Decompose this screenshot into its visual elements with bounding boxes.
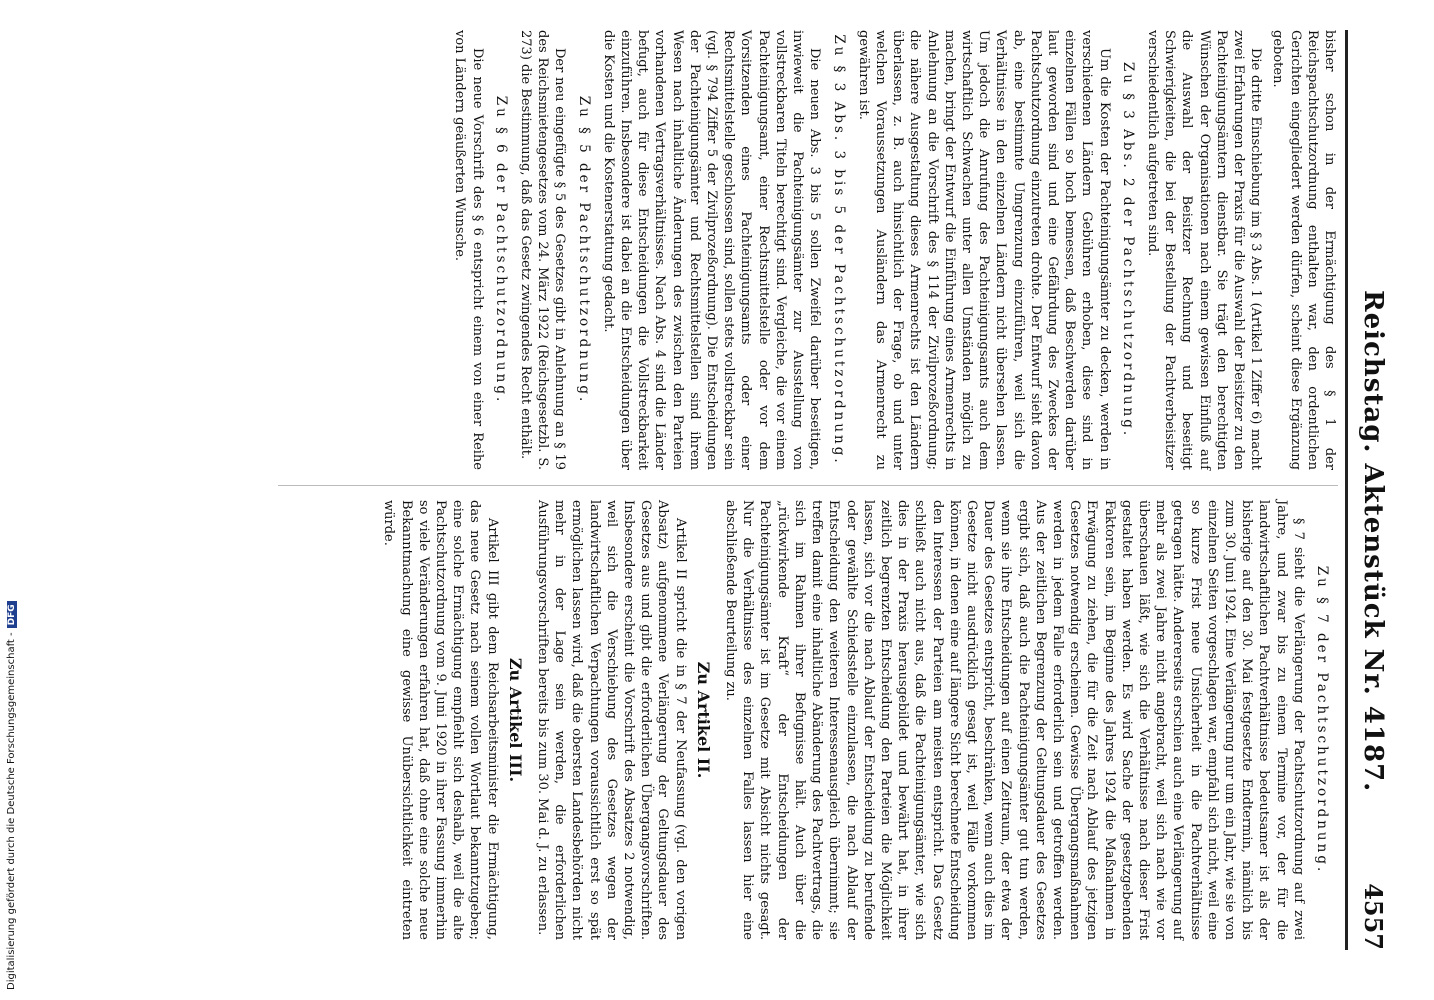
section-heading: Zu § 5 der Pachtschutzordnung. — [575, 95, 592, 405]
section-heading: Zu § 3 Abs. 2 der Pachtschutzordnung. — [1119, 61, 1136, 439]
left-column — [446, 30, 1338, 470]
paragraph: Die dritte Einschiebung im § 3 Abs. 1 (Artikel 1 Ziffer 6) macht zwei Erfahrungen der Praxis für die Auswahl der Beisitzer zu den Pachteinigungsämtern dienstbar. Sie trägt den berechtigten Wünschen der Organisationen nach einem gewissen Einfluß auf die Auswahl der Beisitzer Rechnung und beseitigt Schwierigkeiten, die bei der Bestellung der Pachtverbeisitzer verschiedentlich aufgetreten sind. — [1144, 30, 1264, 470]
running-title: Reichstag. Aktenstück Nr. 4187. — [1358, 290, 1388, 793]
paragraph: Die neue Vorschrift des § 6 entspricht einem von einer Reihe von Ländern geäußerten Wunsche. — [452, 30, 485, 470]
rotated-document — [200, 30, 1390, 950]
paragraph: Der neu eingefügte § 5 des Gesetzes gibt in Anlehnung an § 19 des Reichsmietengesetzes vom 24. März 1922 (Reichsgesetzbl. S. 273) die Bestimmung, daß das Gesetz zwingendes Recht enthält. — [518, 30, 568, 470]
dfg-logo: DFG — [7, 601, 17, 628]
paragraph: § 7 sieht die Verlängerung der Pachtschutzordnung auf zwei Jahre, und zwar bis zu einem Termine vor, der für die landwirtschaftlichen Pachtverhältnisse bedeutsamer ist als der bisherige auf den 30. Mai festgesetzte Endtermin, nämlich bis zum 30. Juni 1924. Eine Verlängerung nur um ein Jahr, wie sie von einzelnen Seiten vorgeschlagen war, empfahl sich nicht, weil eine so kurze Frist neue Unsicherheit in die Pachtverhältnisse getragen hätte. Andererseits erschien auch eine Verlängerung auf mehr als zwei Jahre nicht angebracht, weil sich nach wie vor überschauen läßt, wie sich die Verhältnisse nach dieser Frist gestaltet haben werden. Es wird Sache der gesetzgebenden Faktoren sein, im Beginne des Jahres 1924 die Maßnahmen in Erwägung zu ziehen, die für die Zeit nach Ablauf des jetzigen Gesetzes notwendig erscheinen. Gewisse Übergangsmaßnahmen werden in jedem Falle erforderlich sein und getroffen werden. Aus der zeitlichen Begrenzung der Geltungsdauer des Gesetzes ergibt sich, daß auch die Pachteinigungsämter gut tun werden, wenn sie ihre Entscheidungen auf einen Zeitraum, der etwa der Dauer des Gesetzes entspricht, beschränken, wenn auch dies im Gesetze nicht ausdrücklich gesagt ist, weil Fälle vorkommen können, in denen eine auf längere Sicht berechnete Entscheidung den Interessen der Parteien am meisten entspricht. Das Gesetz schließt auch nicht aus, daß die Pachteinigungsämter, wie sich dies in der Praxis herausgebildet und bewährt hat, in ihrer zeitlich begrenzten Entscheidung den Parteien die Möglichkeit lassen, sich vor die nach Ablauf der Entscheidung zu berufende oder gewählte Schiedsstelle einzulassen, die nach Ablauf der Entscheidung den weiteren Interessenausgleich übernimmt; sie treffen damit eine inhaltliche Abänderung des Pachtvertrags, die sich im Rahmen ihrer Befugnisse hält. Auch über die „rückwirkende Kraft“ der Entscheidungen der Pachteinigungsämter ist im Gesetze mit Absicht nichts gesagt. Nur die Verhältnisse des einzelnen Falles lassen hier eine abschließende Beurteilung zu. — [723, 500, 1306, 940]
article-heading: Zu Artikel III. — [505, 657, 525, 783]
paragraph: Die neuen Abs. 3 bis 5 sollen Zweifel darüber beseitigen, inwieweit die Pachteinigungsämter zur Ausstellung von vollstreckbaren Titeln berechtigt sind. Vergleiche, die vor einem Pachteinigungsamt, einer Rechtsmittelstelle oder vor dem Vorsitzenden eines Pachteinigungsamts oder einer Rechtsmittelstelle geschlossen sind, sollen stets vollstreckbar sein (vgl. § 794 Ziffer 5 der Zivilprozeßordnung). Die Entscheidungen der Pachteinigungsämter und Rechtsmittelstellen sind ihrem Wesen nach inhaltliche Änderungen des zwischen den Parteien vorhandenen Vertragsverhältnisses. Nach Abs. 4 sind die Länder befugt, auch für diese Entscheidungen die Vollstreckbarkeit einzuführen. Insbesondere ist dabei an die Entscheidungen über die Kosten und die Kostenerstattung gedacht. — [600, 30, 823, 470]
paragraph: Artikel III gibt dem Reichsarbeitsminister die Ermächtigung, das neue Gesetz nach seinem vollen Wortlaut bekanntzugeben; eine solche Ermächtigung empfiehlt sich deshalb, weil die alte Pachtschutzordnung vom 9. Juni 1920 in ihrer Fassung immerhin so viele Veränderungen erfahren hat, daß ohne eine solche neue Bekanntmachung eine gewisse Unübersichtlichkeit eintreten würde. — [381, 500, 500, 940]
section-heading: Zu § 3 Abs. 3 bis 5 der Pachtschutzordnung. — [830, 34, 847, 466]
right-column — [375, 500, 1338, 940]
page-number: 4557 — [1359, 883, 1388, 950]
paragraph: Artikel II spricht die in § 7 der Neufassung (vgl. den vorigen Absatz) aufgenommene Verlängerung der Geltungsdauer des Gesetzes aus und gibt die erforderlichen Übergangsvorschriften. Insbesondere erscheint die Vorschrift des Absatzes 2 notwendig, weil sich die Verschiebung des Gesetzes wegen der landwirtschaftlichen Verpachtungen voraussichtlich erst so spät ermöglichen lassen wird, daß die obersten Landesbehörden nicht mehr in der Lage sein werden, die erforderlichen Ausführungsvorschriften bereits bis zum 30. Mai d. J. zu erlassen. — [535, 500, 688, 940]
digitization-note — [6, 601, 17, 990]
section-heading: Zu § 6 der Pachtschutzordnung. — [492, 95, 509, 405]
paragraph: Um die Kosten der Pachteinigungsämter zu decken, werden in verschiedenen Ländern Gebühren erhoben, diese sind in einzelnen Fällen so hoch bemessen, daß Beschwerden darüber laut geworden sind und eine Gefährdung des Zweckes der Pachtschutzordnung einzutreten drohte. Der Entwurf sieht davon ab, eine bestimmte Umgrenzung einzuführen, weil sich die Verhältnisse in den einzelnen Ländern nicht übersehen lassen. Um jedoch die Anrufung des Pachteinigungsamts auch dem wirtschaftlich Schwachen unter allen Umständen möglich zu machen, bringt der Entwurf die Einführung eines Armenrechts in Anlehnung an die Vorschrift des § 114 der Zivilprozeßordnung; die nähere Ausgestaltung dieses Armenrechts ist den Ländern überlassen, z. B. auch hinsichtlich der Frage, ob und unter welchen Voraussetzungen Ausländern das Armenrecht zu gewähren ist. — [855, 30, 1112, 470]
section-heading: Zu § 7 der Pachtschutzordnung. — [1314, 565, 1330, 875]
page-header — [1350, 30, 1390, 950]
header-rule — [1345, 30, 1348, 950]
paragraph: bisher schon in der Ermächtigung des § 1 der Reichspachtschutzordnung enthalten war, den ordentlichen Gerichten eingegliedert werden dürfen, scheint diese Ergänzung geboten. — [1270, 30, 1337, 470]
digitization-note-text: Digitalisierung gefördert durch die Deutsche Forschungsgemeinschaft - — [6, 632, 17, 990]
column-divider — [278, 485, 1338, 486]
article-heading: Zu Artikel II. — [693, 661, 713, 779]
